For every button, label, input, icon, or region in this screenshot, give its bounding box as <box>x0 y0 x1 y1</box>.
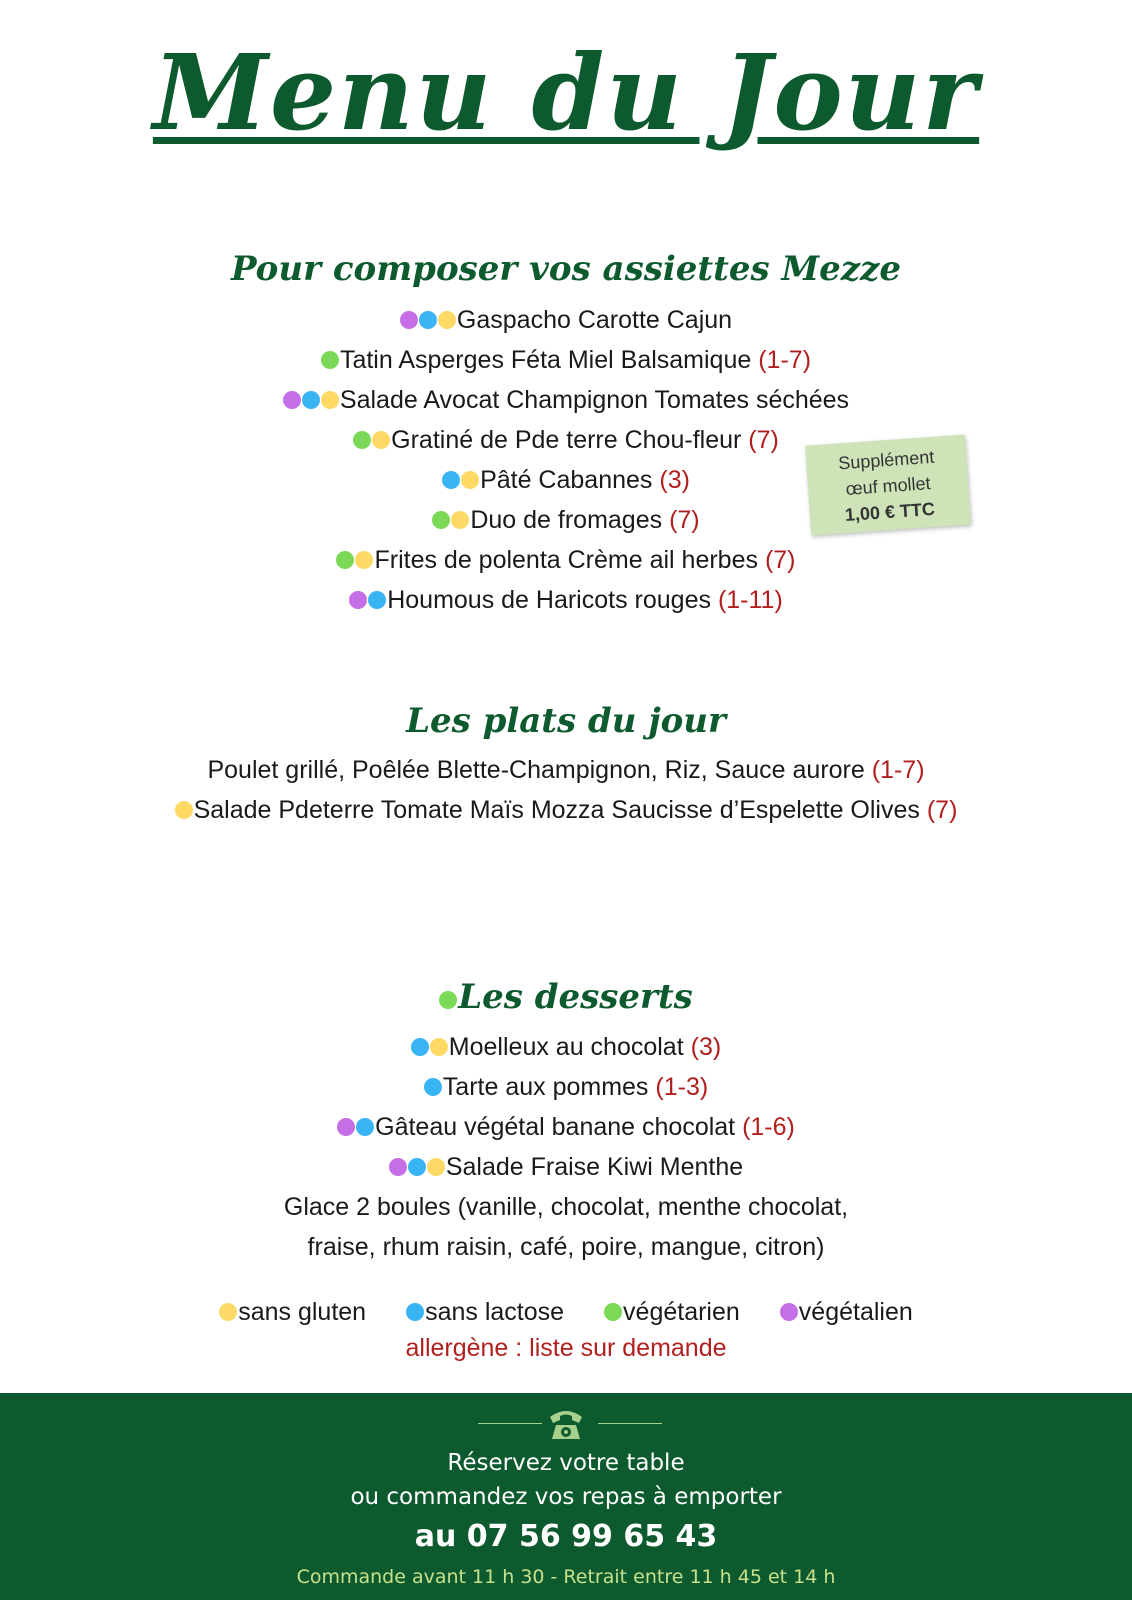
menu-item <box>0 1107 1132 1147</box>
vegetalien-dot <box>283 391 301 409</box>
vegetarien-dot <box>432 511 450 529</box>
sans-gluten-dot <box>219 1303 237 1321</box>
sans-lactose-dot <box>411 1038 429 1056</box>
sans-lactose-dot <box>419 311 437 329</box>
vegetarien-dot <box>604 1303 622 1321</box>
diet-dots <box>337 1107 375 1147</box>
sans-gluten-dot <box>438 311 456 329</box>
menu-item <box>0 540 1132 580</box>
plats-list <box>0 750 1132 830</box>
sans-lactose-dot <box>368 591 386 609</box>
sans-gluten-dot <box>355 551 373 569</box>
diet-dots <box>400 300 457 340</box>
vegetalien-dot <box>337 1118 355 1136</box>
menu-item-name: Duo de fromages <box>470 506 663 534</box>
diet-dots <box>336 540 374 580</box>
legend-item <box>604 1296 740 1328</box>
diet-dots <box>321 340 340 380</box>
menu-item-allergens: (1-11) <box>717 586 783 614</box>
menu-item <box>0 380 1132 420</box>
diet-dots <box>432 500 470 540</box>
diet-dots <box>424 1067 443 1107</box>
supplement-note <box>805 435 971 536</box>
allergen-note: allergène : liste sur demande <box>405 1334 727 1362</box>
legend-label: sans gluten <box>238 1298 367 1326</box>
diet-dots <box>411 1027 449 1067</box>
sans-gluten-dot <box>175 801 193 819</box>
sans-lactose-dot <box>442 471 460 489</box>
sans-lactose-dot <box>302 391 320 409</box>
footer-phone-number[interactable]: au 07 56 99 65 43 <box>414 1519 718 1554</box>
legend-label: sans lactose <box>425 1298 565 1326</box>
vegetarien-dot <box>336 551 354 569</box>
menu-item-name: Gaspacho Carotte Cajun <box>456 306 733 334</box>
supplement-line-1: Supplément <box>837 446 935 474</box>
menu-item-name: Moelleux au chocolat <box>448 1033 684 1061</box>
vegetalien-dot <box>349 591 367 609</box>
menu-item-name: Houmous de Haricots rouges <box>387 586 711 614</box>
telephone-icon <box>546 1403 586 1447</box>
sans-lactose-dot <box>424 1078 442 1096</box>
vegetarien-dot <box>353 431 371 449</box>
menu-item <box>0 750 1132 790</box>
footer-reserve-text: Réservez votre table <box>447 1450 685 1476</box>
menu-item-allergens: (3) <box>659 466 690 494</box>
legend-item <box>406 1296 564 1328</box>
vegetalien-dot <box>400 311 418 329</box>
diet-dots <box>389 1147 446 1187</box>
sans-gluten-dot <box>461 471 479 489</box>
menu-item-name: Salade Fraise Kiwi Menthe <box>445 1153 744 1181</box>
menu-item-allergens: (1-3) <box>655 1073 709 1101</box>
supplement-price: 1,00 € TTC <box>844 498 936 526</box>
menu-item <box>0 1027 1132 1067</box>
menu-item <box>0 1147 1132 1187</box>
vegetalien-dot <box>389 1158 407 1176</box>
menu-item-allergens: (7) <box>669 506 700 534</box>
menu-item <box>0 580 1132 620</box>
menu-item <box>0 1227 1132 1267</box>
menu-item-name: Gratiné de Pde terre Chou-fleur <box>391 426 742 454</box>
sans-lactose-dot <box>356 1118 374 1136</box>
menu-item <box>0 1067 1132 1107</box>
menu-item-name: Tarte aux pommes <box>442 1073 649 1101</box>
menu-item-name: Salade Pdeterre Tomate Maïs Mozza Saucisse d’Espelette Olives <box>193 796 920 824</box>
desserts-list <box>0 1027 1132 1267</box>
menu-item <box>0 790 1132 830</box>
sans-gluten-dot <box>430 1038 448 1056</box>
menu-item <box>0 340 1132 380</box>
menu-item-name: Gâteau végétal banane chocolat <box>375 1113 736 1141</box>
plats-section-title: Les plats du jour <box>406 701 726 741</box>
sans-gluten-dot <box>372 431 390 449</box>
desserts-title-text: Les desserts <box>458 977 693 1017</box>
menu-item-name: Frites de polenta Crème ail herbes <box>374 546 758 574</box>
desserts-title-dots <box>439 972 458 1022</box>
legend-label: végétarien <box>623 1298 740 1326</box>
menu-item-allergens: (7) <box>926 796 958 824</box>
diet-dots <box>283 380 340 420</box>
menu-item-allergens: (7) <box>764 546 796 574</box>
menu-item-allergens: (1-6) <box>742 1113 795 1141</box>
menu-item-name: Salade Avocat Champignon Tomates séchées <box>339 386 850 414</box>
menu-item-allergens: (3) <box>690 1033 722 1061</box>
diet-dots <box>175 790 194 830</box>
desserts-section-title <box>0 972 1132 1022</box>
diet-dots <box>349 580 387 620</box>
footer-order-text: ou commandez vos repas à emporter <box>350 1484 782 1510</box>
vegetalien-dot <box>780 1303 798 1321</box>
phone-divider <box>0 1401 1132 1445</box>
mezze-section-title: Pour composer vos assiettes Mezze <box>231 249 901 289</box>
sans-gluten-dot <box>427 1158 445 1176</box>
menu-item-allergens: (7) <box>748 426 779 454</box>
sans-lactose-dot <box>406 1303 424 1321</box>
legend-item <box>780 1296 913 1328</box>
footer-pickup-note: Commande avant 11 h 30 - Retrait entre 11 h 45 et 14 h <box>296 1566 836 1588</box>
menu-item-name: Glace 2 boules (vanille, chocolat, menthe chocolat, <box>283 1193 849 1221</box>
legend-label: végétalien <box>798 1298 913 1326</box>
diet-dots <box>442 460 480 500</box>
sans-gluten-dot <box>451 511 469 529</box>
divider-line-right <box>598 1423 662 1424</box>
menu-item <box>0 300 1132 340</box>
menu-item-name: Poulet grillé, Poêlée Blette-Champignon, Riz, Sauce aurore <box>207 756 865 784</box>
vegetarien-dot <box>321 351 339 369</box>
divider-line-left <box>478 1423 542 1424</box>
menu-item-name: Pâté Cabannes <box>480 466 653 494</box>
sans-gluten-dot <box>321 391 339 409</box>
menu-item-name: Tatin Asperges Féta Miel Balsamique <box>339 346 752 374</box>
supplement-line-2: œuf mollet <box>844 473 932 499</box>
vegetarien-dot <box>439 991 457 1009</box>
menu-item-allergens: (1-7) <box>871 756 925 784</box>
sans-lactose-dot <box>408 1158 426 1176</box>
reservation-footer <box>0 1393 1132 1600</box>
menu-item <box>0 1187 1132 1227</box>
menu-item-name: fraise, rhum raisin, café, poire, mangue, citron) <box>307 1233 825 1261</box>
diet-legend <box>0 1296 1132 1328</box>
diet-dots <box>353 420 391 460</box>
page-title: Menu du Jour <box>152 31 980 154</box>
menu-item-allergens: (1-7) <box>758 346 812 374</box>
legend-item <box>219 1296 366 1328</box>
